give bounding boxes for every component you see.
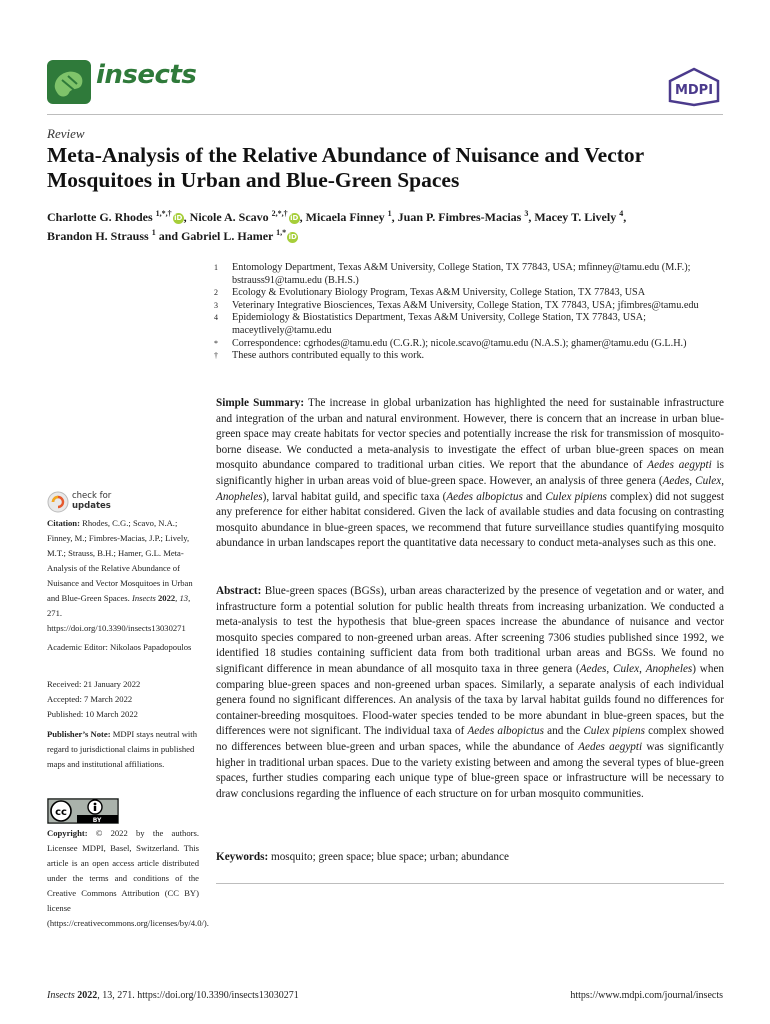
- publisher-name: MDPI: [674, 83, 714, 98]
- cc-text: cc: [55, 807, 67, 818]
- affiliation-text: These authors contributed equally to this work.: [232, 350, 425, 362]
- copyright-text: © 2022 by the authors. Licensee MDPI, Basel, Switzerland. This article is an open access article distributed under the terms and conditions of the Creative Commons Attribution (CC BY) license (https://creativecommons.org/licenses/by/4.0/).: [47, 828, 209, 928]
- check-for-updates-button[interactable]: [47, 490, 127, 514]
- author-separator: ,: [391, 210, 398, 224]
- check-updates-line2: updates: [72, 501, 111, 511]
- affiliation-item: [214, 312, 724, 337]
- species-name: Aedes albopictus: [446, 490, 523, 503]
- summary-text: is significantly higher in urban areas void of blue-green space. However, an analysis of three genera (: [216, 459, 724, 487]
- author-affiliation-mark: 1,*: [276, 228, 287, 237]
- footer-doi[interactable]: , 13, 271. https://doi.org/10.3390/insects13030271: [97, 990, 299, 1001]
- affiliation-mark: 3: [214, 300, 218, 310]
- footer-journal: Insects: [47, 990, 75, 1001]
- publisher-note-text: MDPI stays neutral with regard to jurisdictional claims in published maps and institutional affiliations.: [47, 729, 197, 769]
- author-list: [47, 206, 723, 244]
- check-updates-icon: [47, 491, 69, 513]
- summary-text: complex) did not suggest any preference for either habitat considered. Given the lack of available studies and data focusing on contrasting mosquito abundance in blue-green spaces, we recommend that future surveillance studies quantifying mosquito abundance in urban landscapes report the quantitative data necessary to conduct meta-analyses such as this one.: [216, 490, 725, 550]
- genus-name: Anopheles: [645, 662, 693, 675]
- genus-name: Aedes: [579, 662, 607, 675]
- summary-text: ,: [721, 474, 725, 487]
- article-title: Meta-Analysis of the Relative Abundance of Nuisance and Vector Mosquitoes in Urban and Blue-Green Spaces: [47, 143, 644, 192]
- author-affiliation-mark: 1: [151, 228, 156, 237]
- genus-name: Anopheles: [216, 490, 263, 503]
- genus-name: Culex: [695, 474, 722, 487]
- footer-year: 2022: [74, 990, 98, 1001]
- copyright-label: Copyright:: [47, 828, 88, 838]
- genus-name: Culex: [613, 662, 640, 675]
- affiliation-item: [214, 262, 724, 287]
- affiliation-mark: *: [214, 338, 218, 348]
- published-date: Published: 10 March 2022: [47, 709, 138, 719]
- author-name[interactable]: Gabriel L. Hamer: [181, 229, 274, 243]
- affiliation-item: [214, 350, 724, 363]
- author-name[interactable]: Brandon H. Strauss: [47, 229, 149, 243]
- author-separator: ,: [528, 210, 535, 224]
- orcid-icon[interactable]: iD: [290, 214, 299, 222]
- abstract: [216, 584, 724, 802]
- insects-logo-icon: [47, 60, 91, 104]
- academic-editor: Academic Editor: Nikolaos Papadopoulos: [47, 642, 192, 652]
- affiliation-text: Ecology & Evolutionary Biology Program, Texas A&M University, College Station, TX 77843, USA: [232, 287, 646, 299]
- abstract-text: was significantly higher in traditional urban spaces. Due to the variety existing between and among the several types of blue-green spaces, further studies comparing each unique type of blue-green space or infrastructure will be necessary to draw conclusions regarding the influence of each structure on for urban mosquito communities.: [216, 740, 724, 800]
- accepted-date: Accepted: 7 March 2022: [47, 694, 133, 704]
- abstract-label: Abstract:: [216, 585, 262, 597]
- author-affiliation-mark: 3: [524, 209, 529, 218]
- cc-by-license-icon[interactable]: [47, 798, 119, 824]
- species-name: Aedes aegypti: [578, 740, 643, 753]
- genus-name: Aedes: [662, 474, 690, 487]
- author-separator: ,: [299, 210, 306, 224]
- by-text: BY: [92, 817, 102, 824]
- citation-year: 2022: [155, 593, 176, 603]
- author-affiliation-mark: 1,*,†: [155, 209, 172, 218]
- abstract-text: ,: [639, 662, 646, 675]
- author-affiliation-mark: 4: [619, 209, 624, 218]
- footer-citation: [47, 990, 299, 1001]
- summary-text: and: [522, 490, 546, 503]
- abstract-text: complex showed no differences between blue-green and urban spaces, while the abundance of: [216, 725, 724, 753]
- citation-label: Citation:: [47, 518, 80, 528]
- affiliation-text: Veterinary Integrative Biosciences, Texas A&M University, College Station, TX 77843, USA; jfimbres@tamu.edu: [232, 299, 699, 311]
- copyright-block: [47, 826, 209, 931]
- species-name: Aedes aegypti: [647, 459, 712, 472]
- abstract-text: and the: [543, 725, 584, 738]
- abstract-text: Blue-green spaces (BGSs), urban areas characterized by the presence of vegetation and or water, and infrastructure form a potential solution for public health threats from increasing urbanization. We conducted a meta-analysis to test the hypothesis that blue-green spaces increase the abundance of nuisance and vector mosquito species compared to non-greened urban areas. After screening 7306 studies published since 1992, we identified 18 studies containing sufficient data from both traditional urban areas and BGSs. We found no significant difference in mean abundance of all mosquito taxa in three genera (: [216, 585, 724, 675]
- author-separator: ,: [183, 210, 190, 224]
- affiliation-text: Epidemiology & Biostatistics Department, Texas A&M University, College Station, TX 77843, USA; maceytlively@tamu.edu: [232, 312, 646, 336]
- abstract-text: ) when comparing blue-green spaces and non-greened urban spaces. Similarly, a separate analysis of each individual genera found no significant differences. An analysis of the taxa by larval habitat guilds found no differences for container-breeding mosquitoes. Flood-water species tended to be more abundant in blue-green spaces, but the differences were not significant. The individual taxa of: [216, 662, 725, 738]
- author-separator: ,: [623, 210, 627, 224]
- received-date: Received: 21 January 2022: [47, 679, 141, 689]
- citation-doi[interactable]: , 271. https://doi.org/10.3390/insects13030271: [47, 593, 191, 633]
- affiliation-item: [214, 287, 724, 300]
- author-name[interactable]: Macey T. Lively: [534, 210, 617, 224]
- affiliation-mark: 2: [214, 288, 218, 298]
- publisher-note: [47, 727, 199, 772]
- affiliation-text: Correspondence: cgrhodes@tamu.edu (C.G.R.); nicole.scavo@tamu.edu (N.A.S.); ghamer@tamu.edu (G.L.H.): [232, 337, 687, 349]
- species-name: Culex pipiens: [545, 490, 607, 503]
- keywords: [216, 850, 724, 866]
- citation-text: Rhodes, C.G.; Scavo, N.A.; Finney, M.; Fimbres-Macias, J.P.; Lively, M.T.; Strauss, B.H.; Hamer, G.L. Meta-Analysis of the Relative Abundance of Nuisance and Vector Mosquitoes in Urban and Blue-Green Spaces.: [47, 518, 193, 603]
- header-rule: [47, 114, 723, 115]
- affiliation-mark: 1: [214, 263, 218, 272]
- keywords-rule: [216, 883, 724, 884]
- orcid-icon[interactable]: iD: [174, 214, 183, 222]
- species-name: Aedes albopictus: [467, 725, 544, 738]
- citation-journal: Insects: [131, 593, 156, 603]
- abstract-text: ,: [606, 662, 613, 675]
- citation-volume: , 13: [175, 593, 189, 603]
- author-name[interactable]: Micaela Finney: [305, 210, 385, 224]
- keywords-label: Keywords:: [216, 851, 269, 863]
- author-name[interactable]: Charlotte G. Rhodes: [47, 210, 153, 224]
- author-name[interactable]: Nicole A. Scavo: [189, 210, 269, 224]
- mdpi-logo-icon[interactable]: [666, 67, 722, 107]
- summary-text: ,: [689, 474, 696, 487]
- affiliation-item: [214, 338, 724, 351]
- affiliation-mark: 4: [214, 313, 218, 323]
- species-name: Culex pipiens: [583, 725, 645, 738]
- check-updates-line1: check for: [72, 491, 112, 501]
- author-name[interactable]: Juan P. Fimbres-Macias: [397, 210, 522, 224]
- simple-summary: [216, 396, 724, 552]
- article-type: Review: [47, 126, 85, 141]
- author-affiliation-mark: 1: [387, 209, 392, 218]
- orcid-icon[interactable]: iD: [288, 233, 297, 241]
- dates-block: [47, 677, 199, 722]
- simple-summary-label: Simple Summary:: [216, 397, 305, 409]
- author-separator: and: [155, 229, 182, 243]
- affiliation-mark: †: [214, 351, 218, 361]
- summary-text: ), larval habitat guild, and specific taxa (: [262, 490, 447, 503]
- author-affiliation-mark: 2,*,†: [271, 209, 288, 218]
- affiliation-list: [214, 262, 724, 363]
- publisher-note-label: Publisher’s Note:: [47, 729, 111, 739]
- summary-text: The increase in global urbanization has highlighted the need for sustainable infrastructure and integration of the urban and natural environment. However, there is concern that an increase in urban blue-green space may create habitats for vector species and potentially increase the risk for transmission of mosquito-borne disease. We conducted a meta-analysis to investigate the effect of urban blue-green spaces on mean mosquito abundance compared to traditional urban cities. We report that the abundance of: [216, 397, 724, 472]
- journal-name[interactable]: insects: [96, 60, 197, 90]
- affiliation-text: Entomology Department, Texas A&M University, College Station, TX 77843, USA; mfinney@tamu.edu (M.F.); bstrauss91@tamu.edu (B.H.S.): [232, 262, 691, 286]
- footer-journal-url[interactable]: https://www.mdpi.com/journal/insects: [570, 990, 723, 1001]
- keywords-text: mosquito; green space; blue space; urban; abundance: [268, 851, 509, 863]
- affiliation-item: [214, 300, 724, 313]
- citation-block: [47, 516, 199, 636]
